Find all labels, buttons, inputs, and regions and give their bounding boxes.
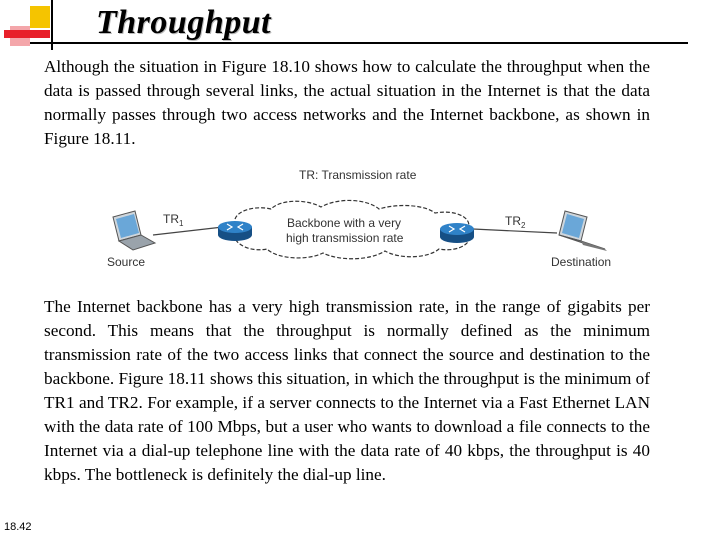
title-underline [30, 42, 688, 44]
destination-label: Destination [551, 255, 612, 269]
figure-caption: TR: Transmission rate [299, 168, 417, 182]
backbone-label-line2: high transmission rate [286, 231, 404, 245]
corner-decoration-graphic [0, 0, 90, 60]
source-laptop-icon [113, 211, 155, 250]
corner-decoration [0, 0, 90, 60]
source-label: Source [107, 255, 146, 269]
backbone-label-line1: Backbone with a very [287, 216, 402, 230]
red-bar [4, 30, 50, 38]
slide-title: Throughput [96, 4, 272, 41]
page-number: 18.42 [4, 521, 32, 533]
access-link-2 [473, 229, 557, 233]
router-icon-right [440, 223, 474, 243]
tr2-label: $TR_2$ [505, 214, 526, 230]
router-icon-left [218, 221, 252, 241]
throughput-figure [95, 165, 625, 275]
intro-paragraph: Although the situation in Figure 18.10 shows how to calculate the throughput when the data is passed through several links, the actual situation in the Internet is that the data normally passes through two access networks and the Internet backbone, as shown in Figure 18.11. [44, 57, 650, 148]
backbone-paragraph: The Internet backbone has a very high transmission rate, in the range of gigabits per second. This means that the throughput is normally defined as the minimum transmission rate of the two access links that connect the source and destination to the backbone. Figure 18.11 shows this situation, in which the throughput is the minimum of TR1 and TR2. For example, if a server connects to the Internet via a Fast Ethernet LAN with the data rate of 100 Mbps, but a user who wants to download a file connects to the Internet via a dial-up telephone line with the data rate of 40 kbps, the throughput is 40 kbps. The bottleneck is definitely the dial-up line. [44, 297, 650, 484]
destination-laptop-icon [559, 211, 607, 251]
tr1-label: $TR_1$ [163, 212, 184, 228]
yellow-square [30, 6, 50, 28]
access-link-1 [153, 227, 223, 235]
